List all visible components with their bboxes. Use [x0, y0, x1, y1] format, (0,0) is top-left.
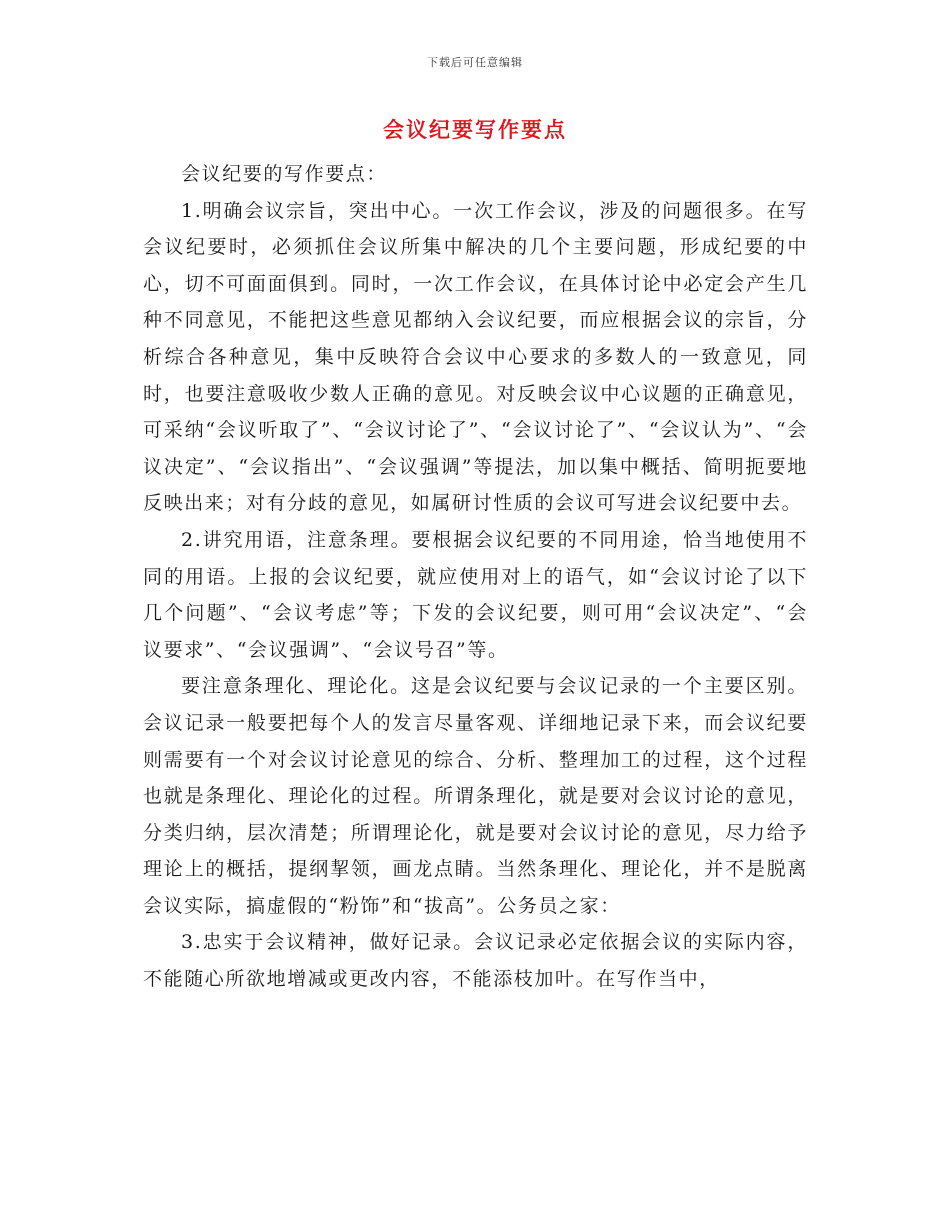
paragraph-intro: 会议纪要的写作要点： [181, 163, 388, 185]
header-note: 下载后可任意编辑 [427, 56, 523, 69]
document-body [143, 156, 808, 998]
paragraph-point-1: 1.明确会议宗旨，突出中心。一次工作会议，涉及的问题很多。在写会议纪要时，必须抓住会议所集中解决的几个主要问题，形成纪要的中心，切不可面面俱到。同时，一次工作会议，在具体讨论中必定会产生几种不同意见，不能把这些意见都纳入会议纪要，而应根据会议的宗旨，分析综合各种意见，集中反映符合会议中心要求的多数人的一致意见，同时，也要注意吸收少数人正确的意见。对反映会议中心议题的正确意见，可采纳“会议听取了”、“会议讨论了”、“会议讨论了”、“会议认为”、“会议决定”、“会议指出”、“会议强调”等提法，加以集中概括、简明扼要地反映出来；对有分歧的意见，如属研讨性质的会议可写进会议纪要中去。 [143, 199, 808, 515]
paragraph-organization: 要注意条理化、理论化。这是会议纪要与会议记录的一个主要区别。会议记录一般要把每个人的发言尽量客观、详细地记录下来，而会议纪要则需要有一个对会议讨论意见的综合、分析、整理加工的过程，这个过程也就是条理化、理论化的过程。所谓条理化，就是要对会议讨论的意见，分类归纳，层次清楚；所谓理论化，就是要对会议讨论的意见，尽力给予理论上的概括，提纲挈领，画龙点睛。当然条理化、理论化，并不是脱离会议实际，搞虚假的“粉饰”和“拔高”。公务员之家： [143, 675, 808, 917]
document-title: 会议纪要写作要点 [383, 118, 567, 142]
paragraph-point-3: 3.忠实于会议精神，做好记录。会议记录必定依据会议的实际内容，不能随心所欲地增减或更改内容，不能添枝加叶。在写作当中， [143, 931, 808, 991]
paragraph-point-2: 2.讲究用语，注意条理。要根据会议纪要的不同用途，恰当地使用不同的用语。上报的会议纪要，就应使用对上的语气，如“会议讨论了以下几个问题”、“会议考虑”等；下发的会议纪要，则可用“会议决定”、“会议要求”、“会议强调”、“会议号召”等。 [143, 528, 808, 661]
